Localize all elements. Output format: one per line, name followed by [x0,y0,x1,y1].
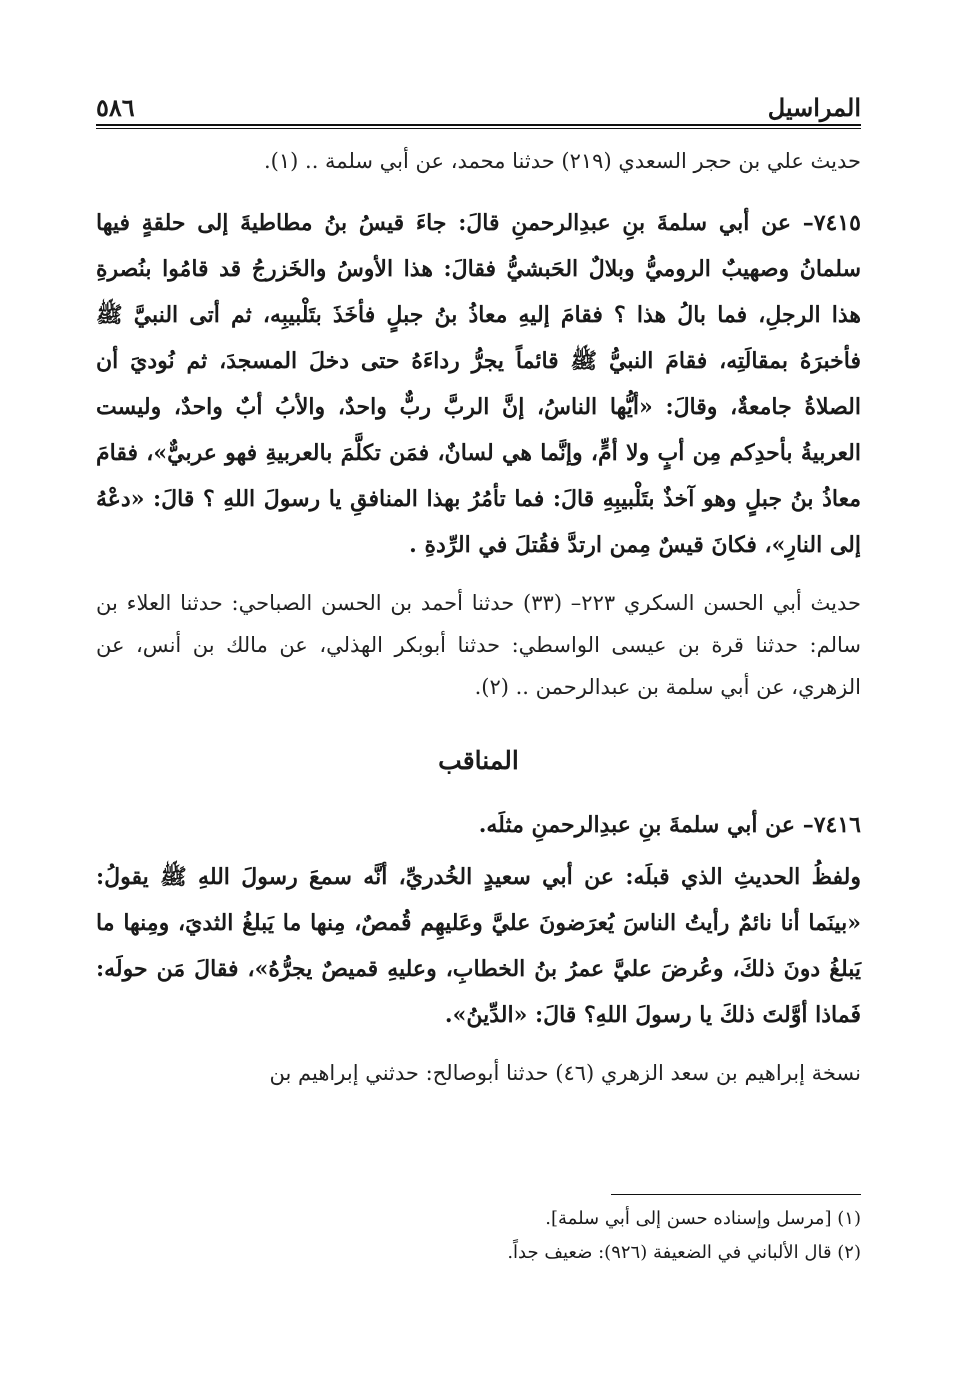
footnote: (٢) قال الألباني في الضعيفة (٩٢٦): ضعيف جداً. [507,1242,861,1263]
source-line: نسخة إبراهيم بن سعد الزهري (٤٦) حدثنا أبوصالح: حدثني إبراهيم بن [269,1061,861,1085]
running-title: المراسيل [767,93,861,122]
header-rule-thin [96,128,861,129]
footnote: (١) [مرسل وإسناده حسن إلى أبي سلمة]. [545,1208,861,1229]
hadith-7415 [96,200,861,568]
hadith-text: عن أبي سلمةَ بنِ عبدِالرحمنِ قالَ: جاءَ قيسُ بنُ مطاطيةَ إلى حلقةٍ فيها سلمانُ وصهيبٌ الروميُّ وبلالٌ الحَبشيُّ فقالَ: هذا الأوسُ والخَزرجُ قد قامُوا بنُصرةِ هذا الرجلِ، فما بالُ هذا ؟ فقامَ إليهِ معاذُ بنُ جبلٍ فأخَذَ بتَلْبيبِه، ثم أتى النبيَّ ﷺ فأخبرَهُ بمقالَتِه، فقامَ النبيُّ ﷺ قائماً يجرُّ رداءَهُ حتى دخلَ المسجدَ، ثم نُوديَ أن الصلاةُ جامعةٌ، وقالَ: «أيُّها الناسُ، إنَّ الربَّ ربٌّ واحدٌ، والأبُ أبٌ واحدٌ، وليست العربيةُ بأحدِكم مِن أبٍ ولا أمٍّ، وإنَّما هي لسانٌ، فمَن تكلَّمَ بالعربيةِ فهو عربيٌّ»، فقامَ معاذُ بنُ جبلٍ وهو آخذٌ بتَلْبيبِهِ قالَ: فما تأمُرُ بهذا المنافقِ يا رسولَ اللهِ ؟ قالَ: «دعْهُ إلى النارِ»، فكانَ قيسٌ مِمن ارتدَّ فقُتلَ في الرِّدةِ . [96,210,861,558]
hadith-number: ٧٤١٥– [802,210,861,236]
section-heading: المناقب [438,746,519,775]
hadith-text: عن أبي سلمةَ بنِ عبدِالرحمنِ مثلَه. [478,812,796,838]
source-line: حديث علي بن حجر السعدي (٢١٩) حدثنا محمد، عن أبي سلمة .. (١). [264,149,861,173]
hadith-number: ٧٤١٦– [802,812,861,838]
page-header [96,82,861,122]
footnote-separator [611,1194,861,1195]
page-body [96,140,861,1094]
page-number: ٥٨٦ [96,93,135,122]
footnotes [96,1202,861,1270]
header-rule [96,124,861,126]
hadith-7416 [96,802,861,848]
hadith-detail: ولفظُ الحديثِ الذي قبلَه: عن أبي سعيدٍ الخُدريِّ، أنَّه سمعَ رسولَ اللهِ ﷺ يقولُ: «بينَما أنا نائمٌ رأيتُ الناسَ يُعرَضونَ عليَّ وعَليهِم قُمصٌ، مِنها ما يَبلغُ الثديَ، ومِنها ما يَبلغُ دونَ ذلكَ، وعُرضَ عليَّ عمرُ بنُ الخطابِ، وعليهِ قميصٌ يجرُّهُ»، فقالَ مَن حولَه: فَماذا أوَّلتَ ذلكَ يا رسولَ اللهِ؟ قالَ: «الدِّينُ». [96,864,861,1028]
source-line: حديث أبي الحسن السكري ٢٢٣– (٣٣) حدثنا أحمد بن الحسن الصباحي: حدثنا العلاء بن سالم: حدثنا قرة بن عيسى الواسطي: حدثنا أبوبكر الهذلي، عن مالك بن أنس، عن الزهري، عن أبي سلمة بن عبدالرحمن .. (٢). [96,591,862,699]
